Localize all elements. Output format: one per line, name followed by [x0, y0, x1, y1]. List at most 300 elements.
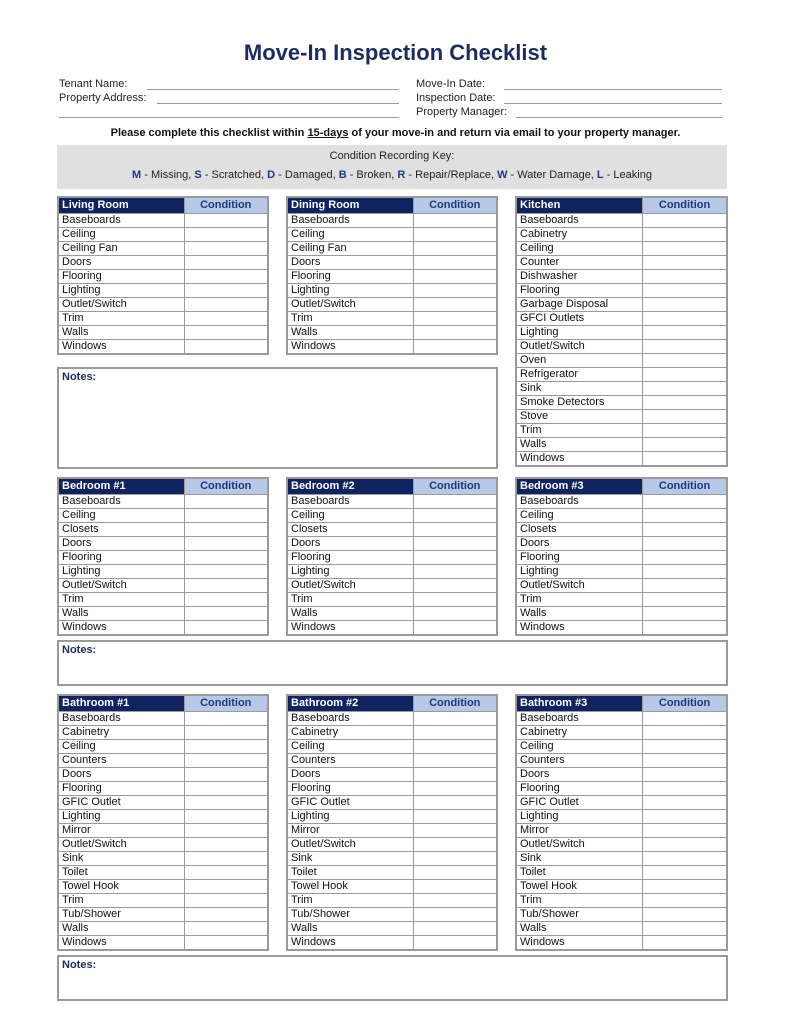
bathroom-1-condition-cell[interactable]	[184, 782, 268, 796]
item-label: Toilet	[516, 866, 643, 880]
table-row	[516, 340, 727, 354]
instructions-after: of your move-in and return via email to your property manager.	[348, 127, 681, 139]
kitchen-condition-cell[interactable]	[643, 242, 727, 256]
table-row	[58, 824, 268, 838]
bathroom-1-condition-cell[interactable]	[184, 908, 268, 922]
table-row	[58, 340, 268, 355]
table-row	[516, 782, 727, 796]
kitchen-condition-cell[interactable]	[643, 438, 727, 452]
item-label: Ceiling	[58, 509, 184, 523]
bedroom-2-condition-cell[interactable]	[413, 537, 497, 551]
item-label: Baseboards	[287, 712, 413, 726]
table-header-row	[516, 478, 727, 495]
bathroom-3-condition-cell[interactable]	[643, 726, 727, 740]
bedroom-3-table	[515, 477, 728, 636]
item-label: Lighting	[58, 284, 184, 298]
table-row	[287, 922, 497, 936]
item-label: Lighting	[58, 810, 184, 824]
bathroom-2-condition-cell[interactable]	[413, 810, 497, 824]
item-label: Oven	[516, 354, 643, 368]
table-row	[58, 523, 268, 537]
room-name: Dining Room	[287, 197, 413, 214]
table-row	[287, 880, 497, 894]
item-label: Flooring	[516, 782, 643, 796]
item-label: Trim	[58, 593, 184, 607]
bedroom-3-condition-cell[interactable]	[643, 579, 727, 593]
table-row	[516, 537, 727, 551]
item-label: Walls	[516, 607, 643, 621]
dining-room-condition-cell[interactable]	[413, 242, 497, 256]
item-label: Trim	[516, 424, 643, 438]
bathroom-3-condition-cell[interactable]	[643, 782, 727, 796]
inspection-date-label: Inspection Date:	[416, 92, 496, 104]
bathroom-1-condition-cell[interactable]	[184, 936, 268, 951]
table-row	[58, 936, 268, 951]
table-header-row	[287, 197, 497, 214]
bathroom-2-condition-cell[interactable]	[413, 796, 497, 810]
bathroom-3-table	[515, 694, 728, 951]
item-label: Windows	[287, 340, 413, 355]
table-row	[58, 509, 268, 523]
bathroom-3-condition-cell[interactable]	[643, 824, 727, 838]
inspection-date-field	[416, 91, 722, 105]
condition-key-legend	[57, 169, 727, 181]
notes-box-3[interactable]	[57, 955, 728, 1001]
kitchen-condition-cell[interactable]	[643, 326, 727, 340]
item-label: Lighting	[58, 565, 184, 579]
bedroom-1-condition-cell[interactable]	[184, 537, 268, 551]
bathroom-1-condition-cell[interactable]	[184, 880, 268, 894]
table-row	[516, 740, 727, 754]
item-label: Ceiling	[58, 740, 184, 754]
item-label: Ceiling	[58, 228, 184, 242]
kitchen-table	[515, 196, 728, 467]
item-label: Counters	[287, 754, 413, 768]
bathroom-3-condition-cell[interactable]	[643, 894, 727, 908]
bedroom-3-condition-cell[interactable]	[643, 509, 727, 523]
table-row	[287, 495, 497, 509]
bedroom-2-condition-cell[interactable]	[413, 607, 497, 621]
bathroom-2-table	[286, 694, 498, 951]
instructions-deadline: 15-days	[307, 127, 349, 139]
dining-room-condition-cell[interactable]	[413, 340, 497, 355]
bathroom-2-condition-cell[interactable]	[413, 782, 497, 796]
bathroom-2-condition-cell[interactable]	[413, 908, 497, 922]
bedroom-1-condition-cell[interactable]	[184, 495, 268, 509]
tenant-name-input[interactable]	[147, 89, 399, 90]
dining-room-condition-cell[interactable]	[413, 214, 497, 228]
kitchen-condition-cell[interactable]	[643, 368, 727, 382]
room-name: Bathroom #3	[516, 695, 643, 712]
item-label: Baseboards	[58, 214, 184, 228]
item-label: Ceiling	[287, 740, 413, 754]
item-label: Windows	[516, 452, 643, 467]
kitchen-condition-cell[interactable]	[643, 354, 727, 368]
table-row	[516, 754, 727, 768]
kitchen-condition-cell[interactable]	[643, 410, 727, 424]
dining-room-condition-cell[interactable]	[413, 326, 497, 340]
item-label: Lighting	[516, 326, 643, 340]
item-label: Ceiling	[287, 509, 413, 523]
table-row	[58, 214, 268, 228]
property-manager-label: Property Manager:	[416, 106, 508, 118]
table-row	[516, 312, 727, 326]
table-row	[287, 824, 497, 838]
item-label: Walls	[516, 922, 643, 936]
bathroom-3-condition-cell[interactable]	[643, 866, 727, 880]
item-label: GFCI Outlets	[516, 312, 643, 326]
bathroom-3-condition-cell[interactable]	[643, 810, 727, 824]
table-row	[58, 712, 268, 726]
table-row	[516, 382, 727, 396]
table-header-row	[287, 478, 497, 495]
key-meaning-l: - Leaking	[603, 169, 652, 181]
bedroom-3-condition-cell[interactable]	[643, 523, 727, 537]
item-label: Mirror	[287, 824, 413, 838]
bedroom-1-condition-cell[interactable]	[184, 607, 268, 621]
item-label: Windows	[58, 340, 184, 355]
item-label: Doors	[516, 768, 643, 782]
table-row	[58, 537, 268, 551]
bathroom-1-condition-cell[interactable]	[184, 852, 268, 866]
bedroom-2-condition-cell[interactable]	[413, 495, 497, 509]
item-label: Baseboards	[516, 712, 643, 726]
notes-label: Notes:	[62, 959, 97, 971]
kitchen-condition-cell[interactable]	[643, 284, 727, 298]
table-row	[58, 852, 268, 866]
bathroom-2-condition-cell[interactable]	[413, 712, 497, 726]
kitchen-condition-cell[interactable]	[643, 214, 727, 228]
bathroom-3-condition-cell[interactable]	[643, 740, 727, 754]
item-label: GFIC Outlet	[58, 796, 184, 810]
table-row	[516, 214, 727, 228]
bathroom-2-condition-cell[interactable]	[413, 936, 497, 951]
bedroom-1-condition-cell[interactable]	[184, 621, 268, 636]
bedroom-3-condition-cell[interactable]	[643, 621, 727, 636]
item-label: GFIC Outlet	[287, 796, 413, 810]
tenant-name-label: Tenant Name:	[59, 78, 128, 90]
item-label: Smoke Detectors	[516, 396, 643, 410]
living-room-condition-cell[interactable]	[184, 242, 268, 256]
bathroom-3-condition-cell[interactable]	[643, 852, 727, 866]
bathroom-1-condition-cell[interactable]	[184, 712, 268, 726]
bathroom-1-condition-cell[interactable]	[184, 838, 268, 852]
table-row	[516, 621, 727, 636]
table-row	[58, 298, 268, 312]
item-label: Closets	[516, 523, 643, 537]
bedroom-2-condition-cell[interactable]	[413, 621, 497, 636]
living-room-condition-cell[interactable]	[184, 312, 268, 326]
dining-room-condition-cell[interactable]	[413, 312, 497, 326]
bedroom-1-condition-cell[interactable]	[184, 551, 268, 565]
table-row	[516, 509, 727, 523]
bathroom-3-condition-cell[interactable]	[643, 712, 727, 726]
table-row	[58, 228, 268, 242]
bathroom-3-condition-cell[interactable]	[643, 796, 727, 810]
item-label: Baseboards	[516, 495, 643, 509]
living-room-table	[57, 196, 269, 355]
kitchen-condition-cell[interactable]	[643, 452, 727, 467]
item-label: Windows	[58, 936, 184, 951]
kitchen-condition-cell[interactable]	[643, 228, 727, 242]
item-label: Refrigerator	[516, 368, 643, 382]
dining-room-table	[286, 196, 498, 355]
kitchen-condition-cell[interactable]	[643, 382, 727, 396]
living-room-condition-cell[interactable]	[184, 214, 268, 228]
table-row	[516, 354, 727, 368]
table-row	[287, 866, 497, 880]
bathroom-3-condition-cell[interactable]	[643, 768, 727, 782]
item-label: Cabinetry	[516, 228, 643, 242]
item-label: Doors	[58, 768, 184, 782]
item-label: Baseboards	[287, 495, 413, 509]
dining-room-condition-cell[interactable]	[413, 284, 497, 298]
table-row	[58, 796, 268, 810]
living-room-condition-cell[interactable]	[184, 298, 268, 312]
bathroom-1-condition-cell[interactable]	[184, 754, 268, 768]
table-row	[516, 712, 727, 726]
condition-header: Condition	[184, 478, 268, 495]
property-manager-input[interactable]	[516, 117, 722, 118]
table-row	[516, 796, 727, 810]
instructions	[0, 127, 791, 139]
bedroom-3-condition-cell[interactable]	[643, 551, 727, 565]
notes-box-2[interactable]	[57, 640, 728, 686]
inspection-date-input[interactable]	[504, 103, 722, 104]
table-row	[287, 621, 497, 636]
item-label: Baseboards	[58, 712, 184, 726]
table-row	[287, 936, 497, 951]
bathroom-1-condition-cell[interactable]	[184, 894, 268, 908]
table-row	[58, 754, 268, 768]
table-row	[516, 726, 727, 740]
dining-room-condition-cell[interactable]	[413, 256, 497, 270]
item-label: Outlet/Switch	[516, 838, 643, 852]
table-row	[516, 523, 727, 537]
property-address-label: Property Address:	[59, 92, 147, 104]
bathroom-2-condition-cell[interactable]	[413, 754, 497, 768]
item-label: Doors	[287, 537, 413, 551]
table-row	[287, 754, 497, 768]
key-letter-m: M	[132, 169, 142, 181]
table-row	[516, 565, 727, 579]
bathroom-2-condition-cell[interactable]	[413, 740, 497, 754]
bedroom-2-condition-cell[interactable]	[413, 579, 497, 593]
move-in-date-field	[416, 77, 722, 91]
item-label: Ceiling	[516, 242, 643, 256]
kitchen-condition-cell[interactable]	[643, 340, 727, 354]
notes-label: Notes:	[62, 371, 97, 383]
key-meaning-r: - Repair/Replace,	[405, 169, 498, 181]
bedroom-2-condition-cell[interactable]	[413, 509, 497, 523]
table-row	[287, 284, 497, 298]
table-row	[287, 565, 497, 579]
room-name: Bedroom #1	[58, 478, 184, 495]
item-label: Counters	[516, 754, 643, 768]
item-label: Flooring	[516, 284, 643, 298]
table-row	[58, 810, 268, 824]
bathroom-1-condition-cell[interactable]	[184, 726, 268, 740]
bedroom-1-table	[57, 477, 269, 636]
item-label: Walls	[58, 607, 184, 621]
bedroom-3-condition-cell[interactable]	[643, 607, 727, 621]
bathroom-1-condition-cell[interactable]	[184, 824, 268, 838]
condition-header: Condition	[643, 478, 727, 495]
bedroom-1-condition-cell[interactable]	[184, 565, 268, 579]
bathroom-2-condition-cell[interactable]	[413, 824, 497, 838]
table-row	[287, 256, 497, 270]
bedroom-1-condition-cell[interactable]	[184, 579, 268, 593]
item-label: Toilet	[287, 866, 413, 880]
item-label: Lighting	[516, 810, 643, 824]
table-row	[58, 326, 268, 340]
bathroom-2-condition-cell[interactable]	[413, 866, 497, 880]
property-address-input-line2[interactable]	[59, 117, 399, 118]
item-label: Flooring	[58, 270, 184, 284]
bedroom-3-condition-cell[interactable]	[643, 495, 727, 509]
bathroom-2-condition-cell[interactable]	[413, 880, 497, 894]
kitchen-condition-cell[interactable]	[643, 396, 727, 410]
notes-box-1[interactable]	[57, 367, 498, 469]
dining-room-condition-cell[interactable]	[413, 270, 497, 284]
item-label: Windows	[287, 936, 413, 951]
table-row	[58, 607, 268, 621]
page-title: Move-In Inspection Checklist	[243, 40, 548, 65]
bedroom-2-condition-cell[interactable]	[413, 565, 497, 579]
table-row	[58, 579, 268, 593]
bathroom-1-condition-cell[interactable]	[184, 740, 268, 754]
item-label: Trim	[287, 593, 413, 607]
item-label: Cabinetry	[516, 726, 643, 740]
bedroom-2-condition-cell[interactable]	[413, 523, 497, 537]
table-row	[287, 340, 497, 355]
key-letter-l: L	[596, 169, 604, 181]
kitchen-condition-cell[interactable]	[643, 424, 727, 438]
bathroom-3-condition-cell[interactable]	[643, 908, 727, 922]
item-label: Trim	[287, 312, 413, 326]
bathroom-3-condition-cell[interactable]	[643, 754, 727, 768]
table-row	[516, 810, 727, 824]
kitchen-condition-cell[interactable]	[643, 270, 727, 284]
bathroom-1-condition-cell[interactable]	[184, 810, 268, 824]
dining-room-condition-cell[interactable]	[413, 298, 497, 312]
bedroom-2-condition-cell[interactable]	[413, 593, 497, 607]
bathroom-3-condition-cell[interactable]	[643, 922, 727, 936]
item-label: Lighting	[287, 810, 413, 824]
item-label: Mirror	[58, 824, 184, 838]
bedroom-3-condition-cell[interactable]	[643, 593, 727, 607]
instructions-before: Please complete this checklist within	[110, 127, 308, 139]
table-row	[516, 228, 727, 242]
living-room-condition-cell[interactable]	[184, 256, 268, 270]
item-label: Baseboards	[516, 214, 643, 228]
bedroom-3-condition-cell[interactable]	[643, 537, 727, 551]
table-row	[58, 922, 268, 936]
property-address-line2	[59, 105, 399, 119]
table-row	[58, 551, 268, 565]
table-row	[287, 537, 497, 551]
bathroom-1-condition-cell[interactable]	[184, 922, 268, 936]
table-header-row	[516, 197, 727, 214]
item-label: Baseboards	[287, 214, 413, 228]
item-label: Doors	[516, 537, 643, 551]
bedroom-2-condition-cell[interactable]	[413, 551, 497, 565]
bathroom-1-condition-cell[interactable]	[184, 768, 268, 782]
bathroom-2-condition-cell[interactable]	[413, 768, 497, 782]
bedroom-1-condition-cell[interactable]	[184, 593, 268, 607]
property-address-input[interactable]	[157, 103, 399, 104]
bedroom-3-condition-cell[interactable]	[643, 565, 727, 579]
item-label: Outlet/Switch	[287, 579, 413, 593]
item-label: Lighting	[516, 565, 643, 579]
item-label: Flooring	[287, 782, 413, 796]
bathroom-3-condition-cell[interactable]	[643, 936, 727, 951]
living-room-condition-cell[interactable]	[184, 340, 268, 355]
item-label: Stove	[516, 410, 643, 424]
bathroom-2-condition-cell[interactable]	[413, 838, 497, 852]
item-label: Towel Hook	[58, 880, 184, 894]
table-row	[58, 593, 268, 607]
item-label: Closets	[287, 523, 413, 537]
bathroom-2-condition-cell[interactable]	[413, 922, 497, 936]
item-label: Flooring	[516, 551, 643, 565]
table-row	[58, 565, 268, 579]
kitchen-condition-cell[interactable]	[643, 298, 727, 312]
move-in-date-input[interactable]	[504, 89, 722, 90]
bathroom-2-condition-cell[interactable]	[413, 894, 497, 908]
item-label: Walls	[58, 922, 184, 936]
living-room-condition-cell[interactable]	[184, 228, 268, 242]
bedroom-1-condition-cell[interactable]	[184, 523, 268, 537]
key-meaning-b: - Broken,	[346, 169, 398, 181]
bathroom-1-condition-cell[interactable]	[184, 866, 268, 880]
key-letter-b: B	[338, 169, 347, 181]
table-row	[516, 936, 727, 951]
bathroom-2-condition-cell[interactable]	[413, 852, 497, 866]
table-row	[287, 852, 497, 866]
bathroom-3-condition-cell[interactable]	[643, 880, 727, 894]
table-row	[287, 228, 497, 242]
table-row	[58, 908, 268, 922]
key-meaning-m: - Missing,	[141, 169, 195, 181]
table-row	[516, 298, 727, 312]
bathroom-2-condition-cell[interactable]	[413, 726, 497, 740]
bathroom-1-condition-cell[interactable]	[184, 796, 268, 810]
table-row	[287, 312, 497, 326]
living-room-condition-cell[interactable]	[184, 284, 268, 298]
bedroom-1-condition-cell[interactable]	[184, 509, 268, 523]
bathroom-1-table	[57, 694, 269, 951]
table-row	[287, 326, 497, 340]
item-label: Trim	[58, 894, 184, 908]
item-label: Walls	[287, 922, 413, 936]
condition-header: Condition	[413, 695, 497, 712]
table-row	[287, 298, 497, 312]
item-label: Ceiling	[516, 509, 643, 523]
kitchen-condition-cell[interactable]	[643, 312, 727, 326]
table-row	[58, 740, 268, 754]
dining-room-condition-cell[interactable]	[413, 228, 497, 242]
living-room-condition-cell[interactable]	[184, 270, 268, 284]
table-row	[516, 908, 727, 922]
table-row	[287, 810, 497, 824]
bathroom-3-condition-cell[interactable]	[643, 838, 727, 852]
table-row	[516, 424, 727, 438]
kitchen-condition-cell[interactable]	[643, 256, 727, 270]
item-label: Mirror	[516, 824, 643, 838]
room-name: Bathroom #2	[287, 695, 413, 712]
living-room-condition-cell[interactable]	[184, 326, 268, 340]
